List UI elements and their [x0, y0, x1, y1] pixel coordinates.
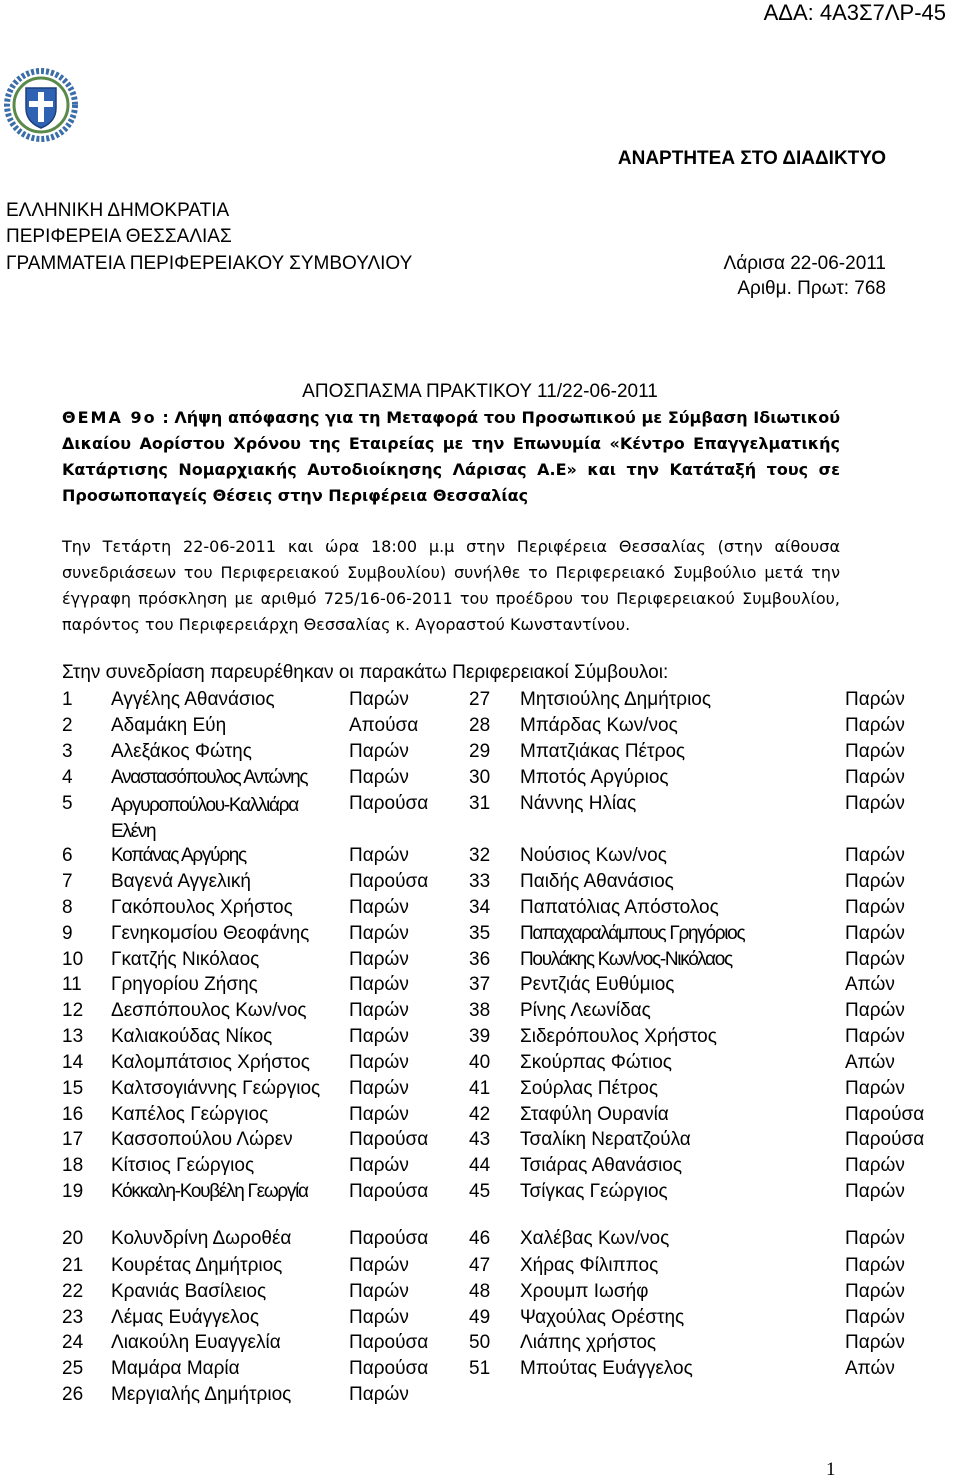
- member-number: 30: [469, 767, 491, 788]
- member-number: 35: [469, 923, 491, 944]
- member-name: Σκούρπας Φώτιος: [520, 1052, 672, 1073]
- member-status: Παρών: [845, 1000, 905, 1021]
- member-name: Καλιακούδας Νίκος: [111, 1026, 273, 1047]
- member-name: Μαμάρα Μαρία: [111, 1358, 240, 1379]
- member-name: Καλτσογιάννης Γεώργιος: [111, 1078, 321, 1099]
- member-status: Παρών: [349, 1026, 409, 1047]
- member-status: Παρών: [845, 741, 905, 762]
- ada-code: ΑΔΑ: 4Α3Σ7ΛΡ-45: [763, 0, 946, 25]
- member-name: Ρεντζιάς Ευθύμιος: [520, 974, 675, 995]
- member-status: Παρών: [349, 1255, 409, 1276]
- member-name: Γρηγορίου Ζήσης: [111, 974, 258, 995]
- member-number: 24: [62, 1332, 84, 1353]
- member-name: Κίτσιος Γεώργιος: [111, 1155, 255, 1176]
- member-number: 22: [62, 1281, 84, 1302]
- member-number: 14: [62, 1052, 84, 1073]
- member-status: Απών: [845, 1358, 895, 1379]
- member-name: Τσίγκας Γεώργιος: [520, 1181, 668, 1202]
- member-name: Καπέλος Γεώργιος: [111, 1104, 269, 1125]
- member-name: Γκατζής Νικόλαος: [111, 949, 260, 970]
- member-number: 39: [469, 1026, 491, 1047]
- member-number: 2: [62, 715, 73, 736]
- member-name: Κόκκαλη-Κουβέλη Γεωργία: [111, 1181, 308, 1202]
- member-number: 18: [62, 1155, 84, 1176]
- member-name: Κασσοπούλου Λώρεν: [111, 1129, 293, 1150]
- member-name: Παπαχαραλάμπους Γρηγόριος: [520, 923, 745, 944]
- member-name: Λιάπης χρήστος: [520, 1332, 657, 1353]
- member-number: 3: [62, 741, 73, 762]
- subject-text: : Λήψη απόφασης για τη Μεταφορά του Προσωπικού με Σύμβαση Ιδιωτικού Δικαίου Αορίστου Χρόνου της Εταιρείας με την Επωνυμία «Κέντρο Επαγγελματικής Κατάρτισης Νομαρχιακής Αυτοδιοίκησης Λάρισας Α.Ε» και την Κατάταξή τους σε Προσωποπαγείς Θέσεις στην Περιφέρεια Θεσσαλίας: [62, 408, 841, 505]
- member-number: 15: [62, 1078, 84, 1099]
- member-name: Γακόπουλος Χρήστος: [111, 897, 293, 918]
- subject-label: ΘΕΜΑ 9ο: [62, 408, 157, 427]
- protocol-number: Αριθμ. Πρωτ: 768: [737, 278, 886, 299]
- member-name: Μπούτας Ευάγγελος: [520, 1358, 693, 1379]
- member-number: 50: [469, 1332, 491, 1353]
- member-number: 48: [469, 1281, 491, 1302]
- member-name: Κοπάνας Αργύρης: [111, 845, 246, 866]
- member-name: Δεσπόπουλος Κων/νος: [111, 1000, 307, 1021]
- member-status: Απών: [845, 974, 895, 995]
- member-number: 11: [62, 974, 82, 995]
- member-number: 37: [469, 974, 491, 995]
- member-status: Παρούσα: [349, 793, 429, 814]
- member-number: 40: [469, 1052, 491, 1073]
- member-name: Μεργιαλής Δημήτριος: [111, 1384, 292, 1405]
- member-number: 41: [469, 1078, 491, 1099]
- attendance-intro: Στην συνεδρίαση παρευρέθηκαν οι παρακάτω Περιφερειακοί Σύμβουλοι:: [62, 662, 669, 683]
- member-name: Λιακούλη Ευαγγελία: [111, 1332, 281, 1353]
- member-name: Σούρλας Πέτρος: [520, 1078, 659, 1099]
- member-status: Παρών: [845, 715, 905, 736]
- member-status: Παρών: [349, 1078, 409, 1099]
- member-status: Παρών: [845, 1307, 905, 1328]
- member-number: 46: [469, 1228, 491, 1249]
- issuer-country: ΕΛΛΗΝΙΚΗ ΔΗΜΟΚΡΑΤΙΑ: [6, 200, 230, 221]
- member-name: Χρουμπ Ιωσήφ: [520, 1281, 649, 1302]
- member-name: Παιδής Αθανάσιος: [520, 871, 674, 892]
- member-status: Παρών: [845, 1332, 905, 1353]
- posted-online-notice: ΑΝΑΡΤΗΤΕΑ ΣΤΟ ΔΙΑΔΙΚΤΥΟ: [617, 148, 886, 169]
- member-number: 10: [62, 949, 84, 970]
- member-number: 47: [469, 1255, 491, 1276]
- place-date: Λάρισα 22-06-2011: [723, 253, 886, 274]
- member-number: 43: [469, 1129, 491, 1150]
- page-number: 1: [826, 1459, 836, 1480]
- member-status: Παρών: [349, 767, 409, 788]
- member-status: Παρούσα: [845, 1104, 925, 1125]
- member-number: 26: [62, 1384, 84, 1405]
- member-status: Παρών: [845, 1281, 905, 1302]
- member-number: 51: [469, 1358, 491, 1379]
- member-status: Παρούσα: [349, 1228, 429, 1249]
- member-number: 20: [62, 1228, 84, 1249]
- member-number: 12: [62, 1000, 84, 1021]
- member-number: 21: [62, 1255, 84, 1276]
- member-status: Παρούσα: [349, 1129, 429, 1150]
- member-status: Παρούσα: [349, 871, 429, 892]
- member-name: Αγγέλης Αθανάσιος: [111, 689, 275, 710]
- meeting-paragraph: Την Τετάρτη 22-06-2011 και ώρα 18:00 μ.μ στην Περιφέρεια Θεσσαλίας (στην αίθουσα συνεδριάσεων του Περιφερειακού Συμβουλίου) συνήλθε το Περιφερειακό Συμβούλιο μετά την έγγραφη πρόσκληση με αριθμό 725/16-06-2011 του προέδρου του Περιφερειακού Συμβουλίου, παρόντος του Περιφερειάρχη Θεσσαλίας κ. Αγοραστού Κωνσταντίνου.: [62, 537, 840, 634]
- member-status: Παρούσα: [349, 1181, 429, 1202]
- member-name: Μπάρδας Κων/νος: [520, 715, 678, 736]
- member-status: Παρών: [349, 897, 409, 918]
- member-number: 32: [469, 845, 491, 866]
- issuer-region: ΠΕΡΙΦΕΡΕΙΑ ΘΕΣΣΑΛΙΑΣ: [6, 226, 232, 247]
- member-number: 29: [469, 741, 491, 762]
- member-name: Λέμας Ευάγγελος: [111, 1307, 259, 1328]
- member-name: Μητσιούλης Δημήτριος: [520, 689, 712, 710]
- member-number: 4: [62, 767, 73, 788]
- member-status: Απών: [845, 1052, 895, 1073]
- member-name: Νούσιος Κων/νος: [520, 845, 667, 866]
- member-status: Παρών: [845, 1181, 905, 1202]
- member-name: Βαγενά Αγγελική: [111, 871, 251, 892]
- member-name: Αλεξάκος Φώτης: [111, 741, 252, 762]
- member-number: 25: [62, 1358, 84, 1379]
- member-status: Παρών: [349, 845, 409, 866]
- member-number: 36: [469, 949, 491, 970]
- subject-paragraph: [62, 405, 840, 509]
- member-status: Παρούσα: [349, 1332, 429, 1353]
- issuer-department: ΓΡΑΜΜΑΤΕΙΑ ΠΕΡΙΦΕΡΕΙΑΚΟΥ ΣΥΜΒΟΥΛΙΟΥ: [6, 253, 413, 274]
- member-number: 42: [469, 1104, 491, 1125]
- member-status: Απούσα: [349, 715, 419, 736]
- member-name: Πουλάκης Κων/νος-Νικόλαος: [520, 949, 732, 970]
- member-status: Παρών: [845, 871, 905, 892]
- member-status: Παρών: [349, 974, 409, 995]
- member-number: 8: [62, 897, 73, 918]
- member-name: Κουρέτας Δημήτριος: [111, 1255, 283, 1276]
- member-name: Αργυροπούλου-Καλλιάρα Ελένη: [111, 795, 298, 842]
- extract-title: ΑΠΟΣΠΑΣΜΑ ΠΡΑΚΤΙΚΟΥ 11/22-06-2011: [302, 381, 658, 402]
- member-status: Παρών: [349, 923, 409, 944]
- member-status: Παρών: [845, 1026, 905, 1047]
- member-status: Παρών: [349, 741, 409, 762]
- member-status: Παρούσα: [349, 1358, 429, 1379]
- member-status: Παρών: [845, 845, 905, 866]
- member-status: Παρών: [845, 1078, 905, 1099]
- member-status: Παρών: [349, 1052, 409, 1073]
- member-number: 13: [62, 1026, 84, 1047]
- member-number: 17: [62, 1129, 84, 1150]
- member-number: 16: [62, 1104, 84, 1125]
- member-number: 44: [469, 1155, 491, 1176]
- member-name: Σιδερόπουλος Χρήστος: [520, 1026, 717, 1047]
- member-number: 31: [469, 793, 491, 814]
- member-status: Παρών: [845, 1255, 905, 1276]
- member-name: Παπατόλιας Απόστολος: [520, 897, 719, 918]
- member-number: 34: [469, 897, 491, 918]
- member-name: Γενηκομσίου Θεοφάνης: [111, 923, 310, 944]
- member-name: Σταφύλη Ουρανία: [520, 1104, 669, 1125]
- member-number: 6: [62, 845, 73, 866]
- member-name: Χαλέβας Κων/νος: [520, 1228, 670, 1249]
- member-number: 23: [62, 1307, 84, 1328]
- member-status: Παρών: [845, 923, 905, 944]
- member-status: Παρούσα: [845, 1129, 925, 1150]
- member-status: Παρών: [349, 689, 409, 710]
- member-name: Μπατζιάκας Πέτρος: [520, 741, 686, 762]
- member-name: Μποτός Αργύριος: [520, 767, 669, 788]
- member-number: 19: [62, 1181, 84, 1202]
- member-status: Παρών: [349, 1307, 409, 1328]
- member-status: Παρών: [349, 1281, 409, 1302]
- member-number: 9: [62, 923, 73, 944]
- member-status: Παρών: [349, 1155, 409, 1176]
- member-number: 5: [62, 793, 73, 814]
- member-number: 1: [62, 689, 73, 710]
- member-name: Τσαλίκη Νερατζούλα: [520, 1129, 691, 1150]
- member-name: Ψαχούλας Ορέστης: [520, 1307, 685, 1328]
- member-status: Παρών: [845, 1155, 905, 1176]
- member-name: Κρανιάς Βασίλειος: [111, 1281, 267, 1302]
- greek-emblem-icon: [4, 68, 78, 142]
- member-number: 45: [469, 1181, 491, 1202]
- member-status: Παρών: [845, 949, 905, 970]
- member-number: 28: [469, 715, 491, 736]
- member-status: Παρών: [845, 1228, 905, 1249]
- member-status: Παρών: [349, 1000, 409, 1021]
- member-status: Παρών: [845, 793, 905, 814]
- member-status: Παρών: [845, 689, 905, 710]
- member-name: Αναστασόπουλος Αντώνης: [111, 767, 308, 788]
- member-status: Παρών: [349, 1384, 409, 1405]
- member-name: Ρίνης Λεωνίδας: [520, 1000, 651, 1021]
- member-status: Παρών: [845, 767, 905, 788]
- member-name: Καλομπάτσιος Χρήστος: [111, 1052, 310, 1073]
- member-name: Χήρας Φίλιππος: [520, 1255, 659, 1276]
- member-number: 27: [469, 689, 491, 710]
- member-number: 49: [469, 1307, 491, 1328]
- member-status: Παρών: [349, 949, 409, 970]
- member-name: Νάννης Ηλίας: [520, 793, 637, 814]
- member-name: Τσιάρας Αθανάσιος: [520, 1155, 683, 1176]
- member-name: Αδαμάκη Εύη: [111, 715, 227, 736]
- member-status: Παρών: [349, 1104, 409, 1125]
- member-number: 33: [469, 871, 491, 892]
- member-number: 38: [469, 1000, 491, 1021]
- member-status: Παρών: [845, 897, 905, 918]
- member-name: Κολυνδρίνη Δωροθέα: [111, 1228, 292, 1249]
- member-number: 7: [62, 871, 73, 892]
